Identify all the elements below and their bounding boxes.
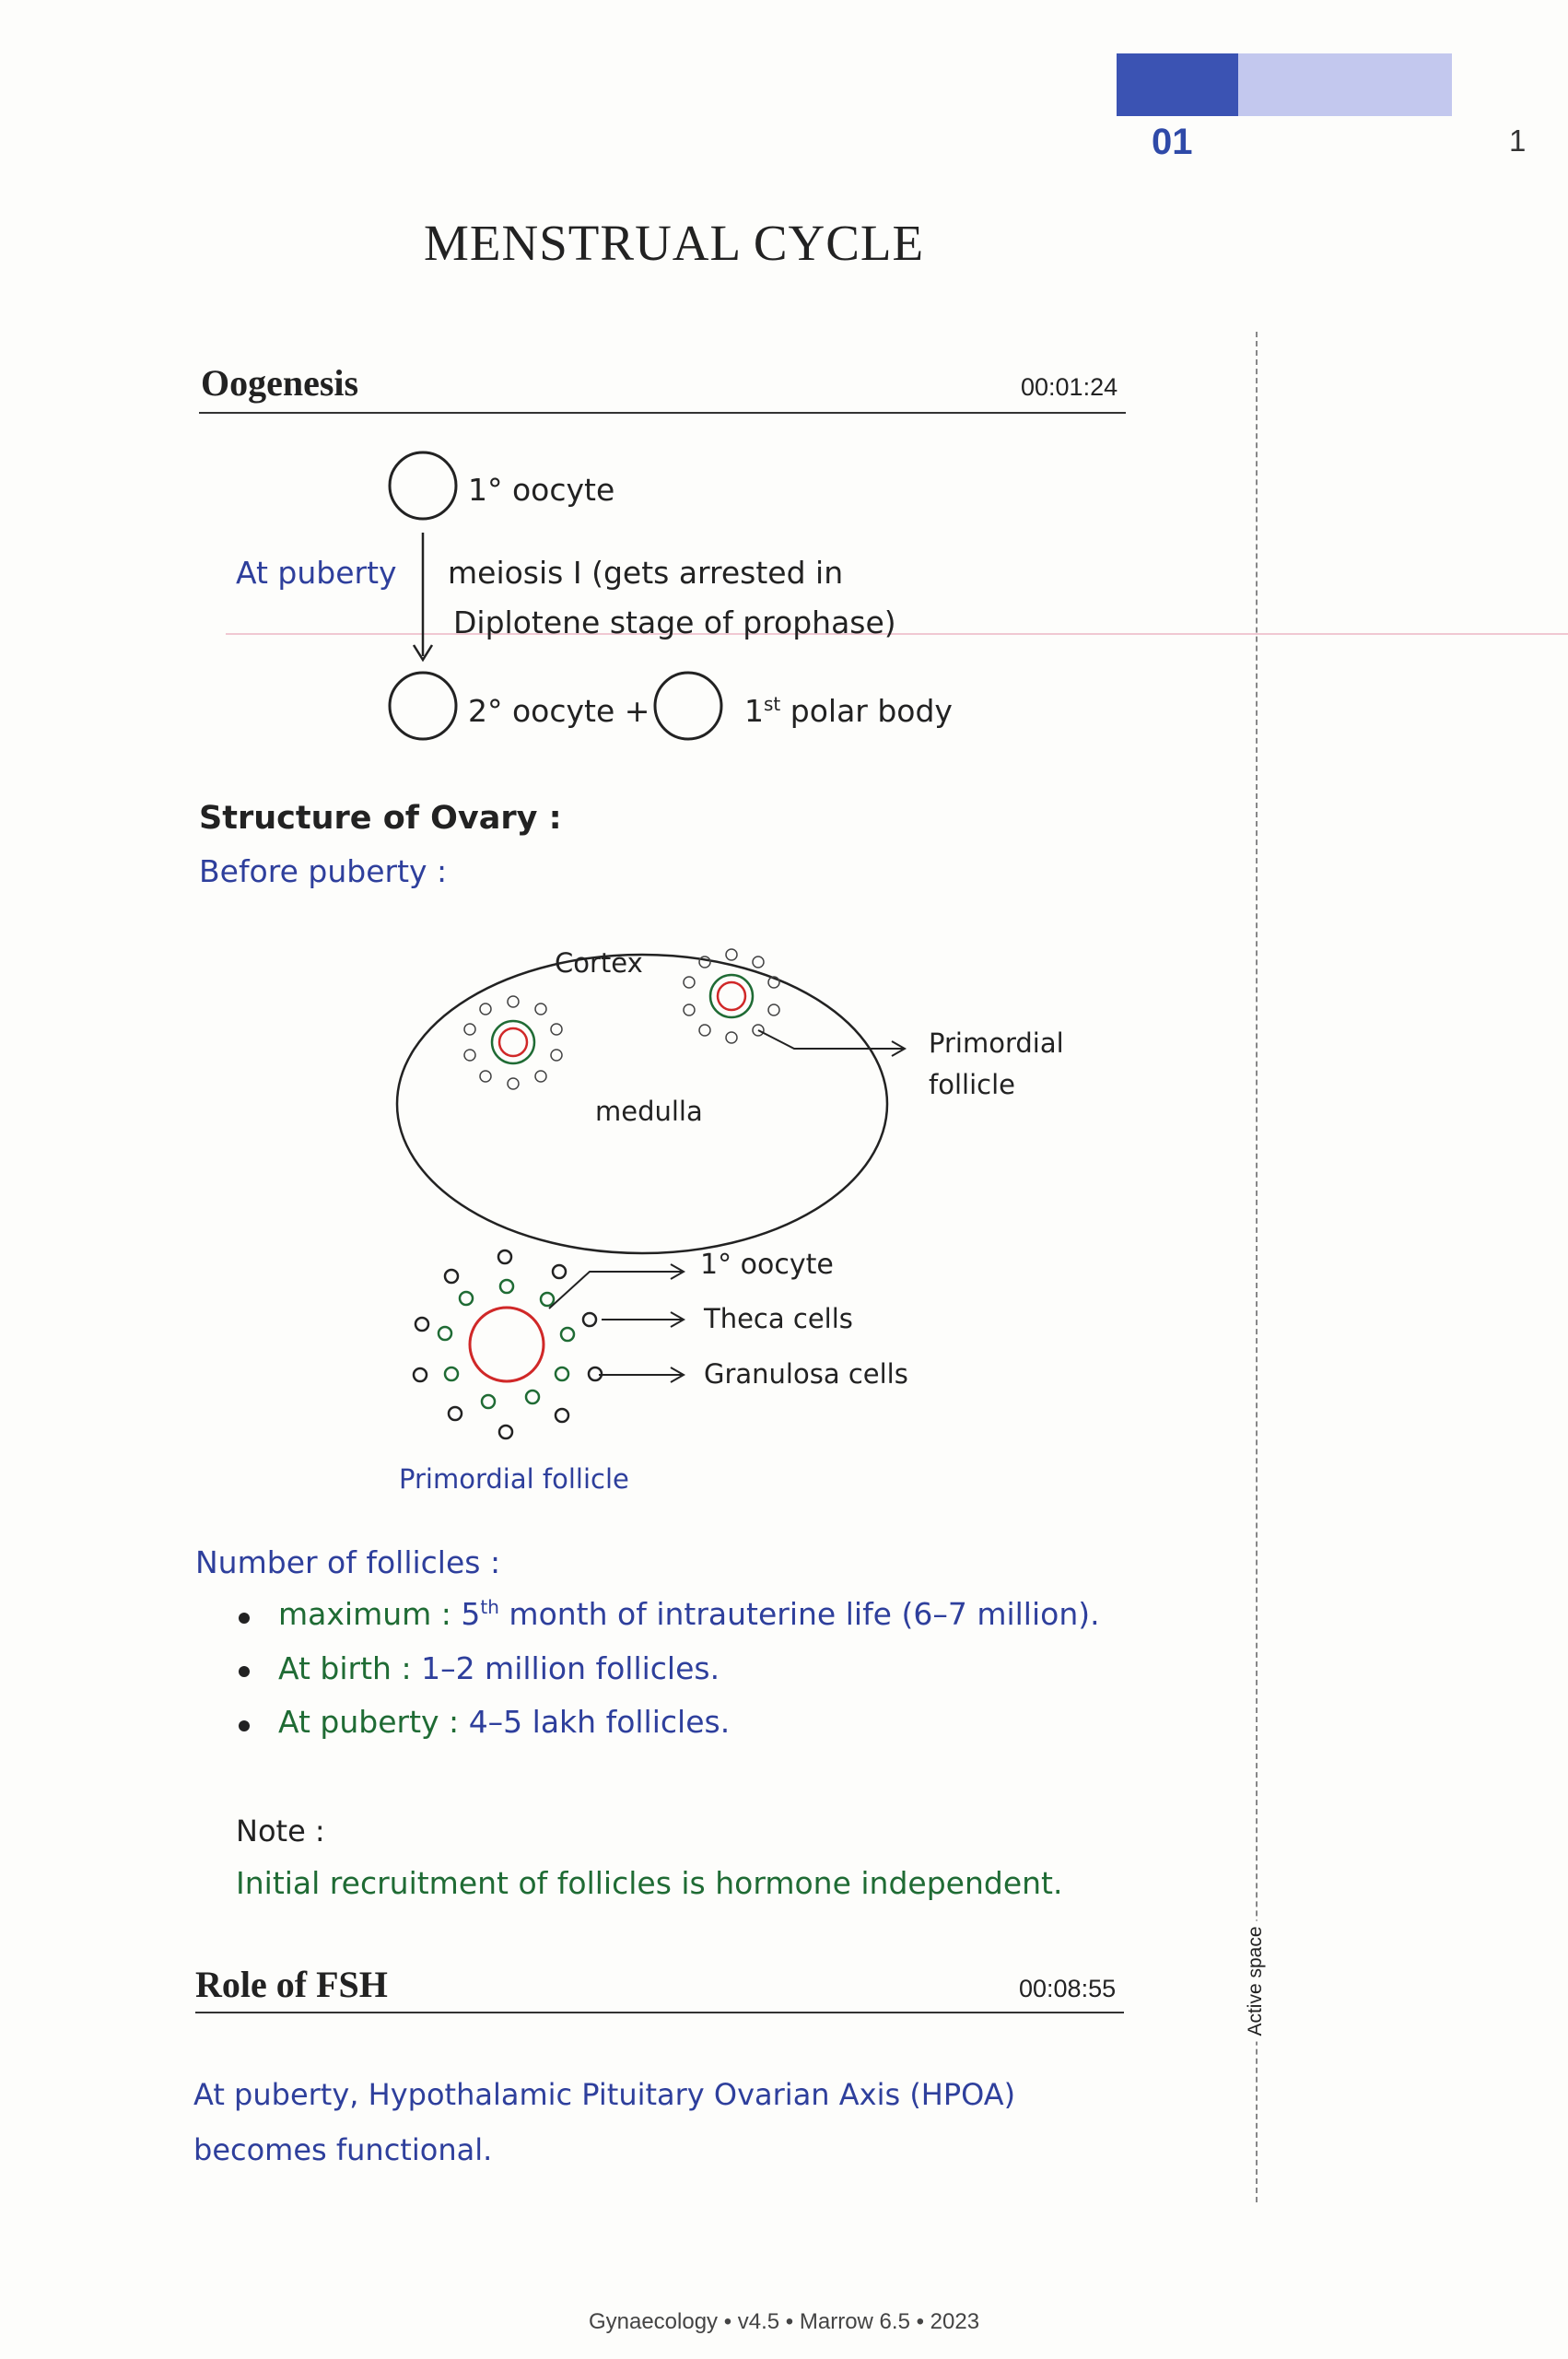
theca-cells: [414, 1250, 602, 1438]
primordial-callout-line-1: Primordial: [929, 1027, 1064, 1059]
oogenesis-heading: Oogenesis: [201, 362, 359, 404]
polar-body-number: 1: [744, 693, 764, 729]
ovary-follicle-left: [464, 996, 562, 1089]
follicle-value-rest: month of intrauterine life (6–7 million).: [509, 1596, 1100, 1632]
bullet-dot: [239, 1613, 250, 1624]
secondary-oocyte-label: 2° oocyte +: [468, 693, 650, 729]
follicle-item-label: maximum :: [278, 1596, 451, 1632]
follicle-item-maximum: [278, 1596, 1100, 1632]
at-puberty-label: At puberty: [236, 555, 397, 591]
polar-body-label: [744, 693, 953, 729]
fsh-line-2: becomes functional.: [193, 2132, 493, 2167]
primordial-callout-line-2: follicle: [929, 1069, 1015, 1100]
follicle-item-birth: [278, 1650, 720, 1686]
footer-text: Gynaecology • v4.5 • Marrow 6.5 • 2023: [588, 2309, 980, 2334]
primordial-callout-line: [758, 1030, 903, 1049]
primary-oocyte-label: 1° oocyte: [468, 472, 615, 508]
active-space-label: Active space: [1245, 1920, 1267, 2041]
primary-oocyte-circle: [390, 452, 456, 519]
page-title: MENSTRUAL CYCLE: [424, 215, 925, 271]
polar-body-superscript: st: [764, 693, 781, 715]
meiosis-line-1: meiosis I (gets arrested in: [448, 555, 844, 591]
follicle-item-value: 4–5 lakh follicles.: [468, 1704, 731, 1740]
primordial-follicle-caption: Primordial follicle: [399, 1463, 629, 1495]
structure-heading: Structure of Ovary :: [199, 800, 562, 837]
follicle-item-label: At puberty :: [278, 1704, 460, 1740]
fsh-line-1: At puberty, Hypothalamic Pituitary Ovarian Axis (HPOA): [193, 2077, 1016, 2112]
polar-body-circle: [655, 673, 721, 739]
bullet-dot: [239, 1720, 250, 1731]
page-number: 1: [1509, 123, 1527, 158]
before-puberty-subheading: Before puberty :: [199, 853, 448, 889]
theca-cells-label: Theca cells: [704, 1303, 853, 1334]
follicle-value-superscript: th: [480, 1596, 499, 1618]
note-heading: Note :: [236, 1813, 325, 1848]
cortex-label: Cortex: [555, 947, 643, 979]
granulosa-cells: [439, 1280, 574, 1408]
enlarged-oocyte: [470, 1308, 544, 1381]
chapter-number: 01: [1152, 122, 1193, 162]
enlarged-oocyte-label: 1° oocyte: [700, 1249, 834, 1281]
meiosis-line-2: Diplotene stage of prophase): [453, 604, 896, 640]
secondary-oocyte-circle: [390, 673, 456, 739]
bullet-dot: [239, 1666, 250, 1677]
enlarged-follicle: [414, 1250, 602, 1438]
fsh-rule: [195, 2012, 1124, 2013]
oogenesis-timestamp[interactable]: 00:01:24: [1021, 373, 1118, 401]
fsh-timestamp[interactable]: 00:08:55: [1019, 1975, 1117, 2002]
ovary-follicle-right: [684, 949, 779, 1043]
granulosa-cells-label: Granulosa cells: [704, 1358, 908, 1390]
follicle-item-puberty: [278, 1704, 730, 1740]
fsh-heading: Role of FSH: [195, 1964, 388, 2005]
follicle-item-label: At birth :: [278, 1650, 412, 1686]
follicle-item-value: 1–2 million follicles.: [421, 1650, 720, 1686]
follicles-heading: Number of follicles :: [195, 1544, 501, 1580]
polar-body-text: polar body: [790, 693, 953, 729]
follicle-item-value: [461, 1596, 1099, 1632]
follicle-value-prefix: 5: [461, 1596, 481, 1632]
note-text: Initial recruitment of follicles is hormone independent.: [236, 1865, 1063, 1901]
oocyte-label-line: [549, 1272, 682, 1309]
primordial-callout-label: [929, 1023, 1064, 1106]
medulla-label: medulla: [595, 1096, 703, 1127]
